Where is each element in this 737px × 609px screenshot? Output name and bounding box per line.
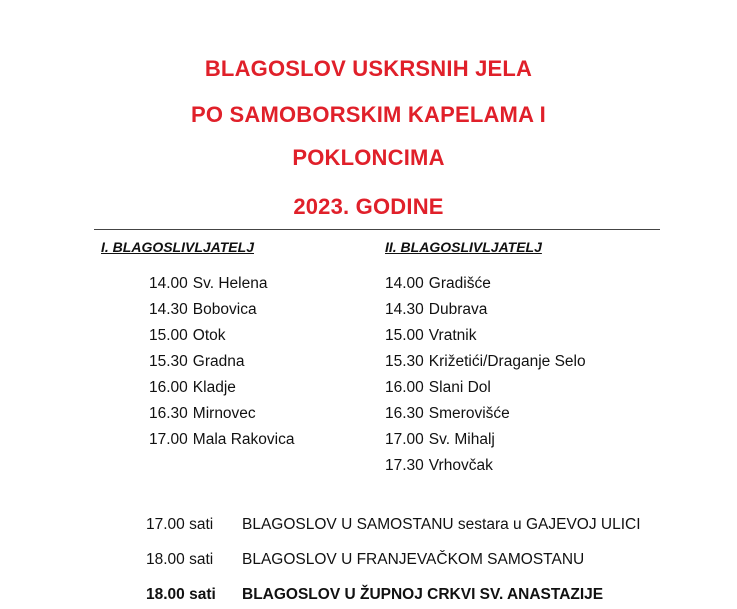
schedule-text: BLAGOSLOV U SAMOSTANU sestara u GAJEVOJ ULICI (242, 516, 641, 533)
list-item (385, 352, 586, 378)
item-place: Bobovica (192, 301, 257, 318)
horizontal-divider (94, 229, 660, 230)
list-item (149, 352, 294, 378)
item-time: 16.00 (149, 379, 188, 396)
list-item (149, 274, 294, 300)
item-place: Vrhovčak (428, 457, 493, 474)
item-place: Smerovišće (428, 405, 510, 422)
schedule-time: 18.00 sati (146, 551, 214, 568)
item-place: Kladje (192, 379, 236, 396)
item-time: 15.00 (149, 327, 188, 344)
schedule-text: BLAGOSLOV U ŽUPNOJ CRKVI SV. ANASTAZIJE (242, 586, 604, 603)
item-time: 14.30 (149, 301, 188, 318)
title-line-1: BLAGOSLOV USKRSNIH JELA (204, 56, 533, 81)
item-time: 16.00 (385, 379, 424, 396)
list-item (385, 300, 586, 326)
list-item (385, 430, 586, 456)
item-time: 14.00 (149, 275, 188, 292)
list-item (385, 274, 586, 300)
schedule-time: 18.00 sati (146, 586, 216, 603)
schedule-row (146, 586, 603, 604)
list-item (385, 456, 586, 482)
column-2-heading: II. BLAGOSLIVLJATELJ (385, 239, 542, 255)
list-item (149, 378, 294, 404)
column-1-heading: I. BLAGOSLIVLJATELJ (101, 239, 254, 255)
list-item (149, 430, 294, 456)
item-time: 17.00 (385, 431, 424, 448)
item-place: Sv. Helena (192, 275, 268, 292)
list-item (385, 404, 586, 430)
item-place: Vratnik (428, 327, 477, 344)
column-1-list (149, 274, 294, 456)
item-place: Otok (192, 327, 226, 344)
schedule-time: 17.00 sati (146, 516, 214, 533)
item-time: 17.00 (149, 431, 188, 448)
item-place: Gradišće (428, 275, 491, 292)
item-place: Slani Dol (428, 379, 491, 396)
item-place: Mirnovec (192, 405, 256, 422)
item-place: Mala Rakovica (192, 431, 295, 448)
column-2-list (385, 274, 586, 482)
schedule-text: BLAGOSLOV U FRANJEVAČKOM SAMOSTANU (242, 551, 585, 568)
schedule-row (146, 516, 641, 534)
item-time: 16.30 (149, 405, 188, 422)
list-item (385, 378, 586, 404)
item-place: Križetići/Draganje Selo (428, 353, 586, 370)
item-place: Dubrava (428, 301, 488, 318)
item-time: 14.00 (385, 275, 424, 292)
item-place: Sv. Mihalj (428, 431, 495, 448)
title-line-3: POKLONCIMA (292, 145, 445, 170)
item-time: 15.30 (385, 353, 424, 370)
list-item (385, 326, 586, 352)
list-item (149, 300, 294, 326)
schedule-row (146, 551, 584, 569)
list-item (149, 326, 294, 352)
list-item (149, 404, 294, 430)
item-time: 15.30 (149, 353, 188, 370)
title-line-2: PO SAMOBORSKIM KAPELAMA I (191, 102, 546, 127)
item-time: 16.30 (385, 405, 424, 422)
item-time: 14.30 (385, 301, 424, 318)
title-year: 2023. GODINE (293, 194, 444, 219)
item-time: 15.00 (385, 327, 424, 344)
item-place: Gradna (192, 353, 245, 370)
item-time: 17.30 (385, 457, 424, 474)
